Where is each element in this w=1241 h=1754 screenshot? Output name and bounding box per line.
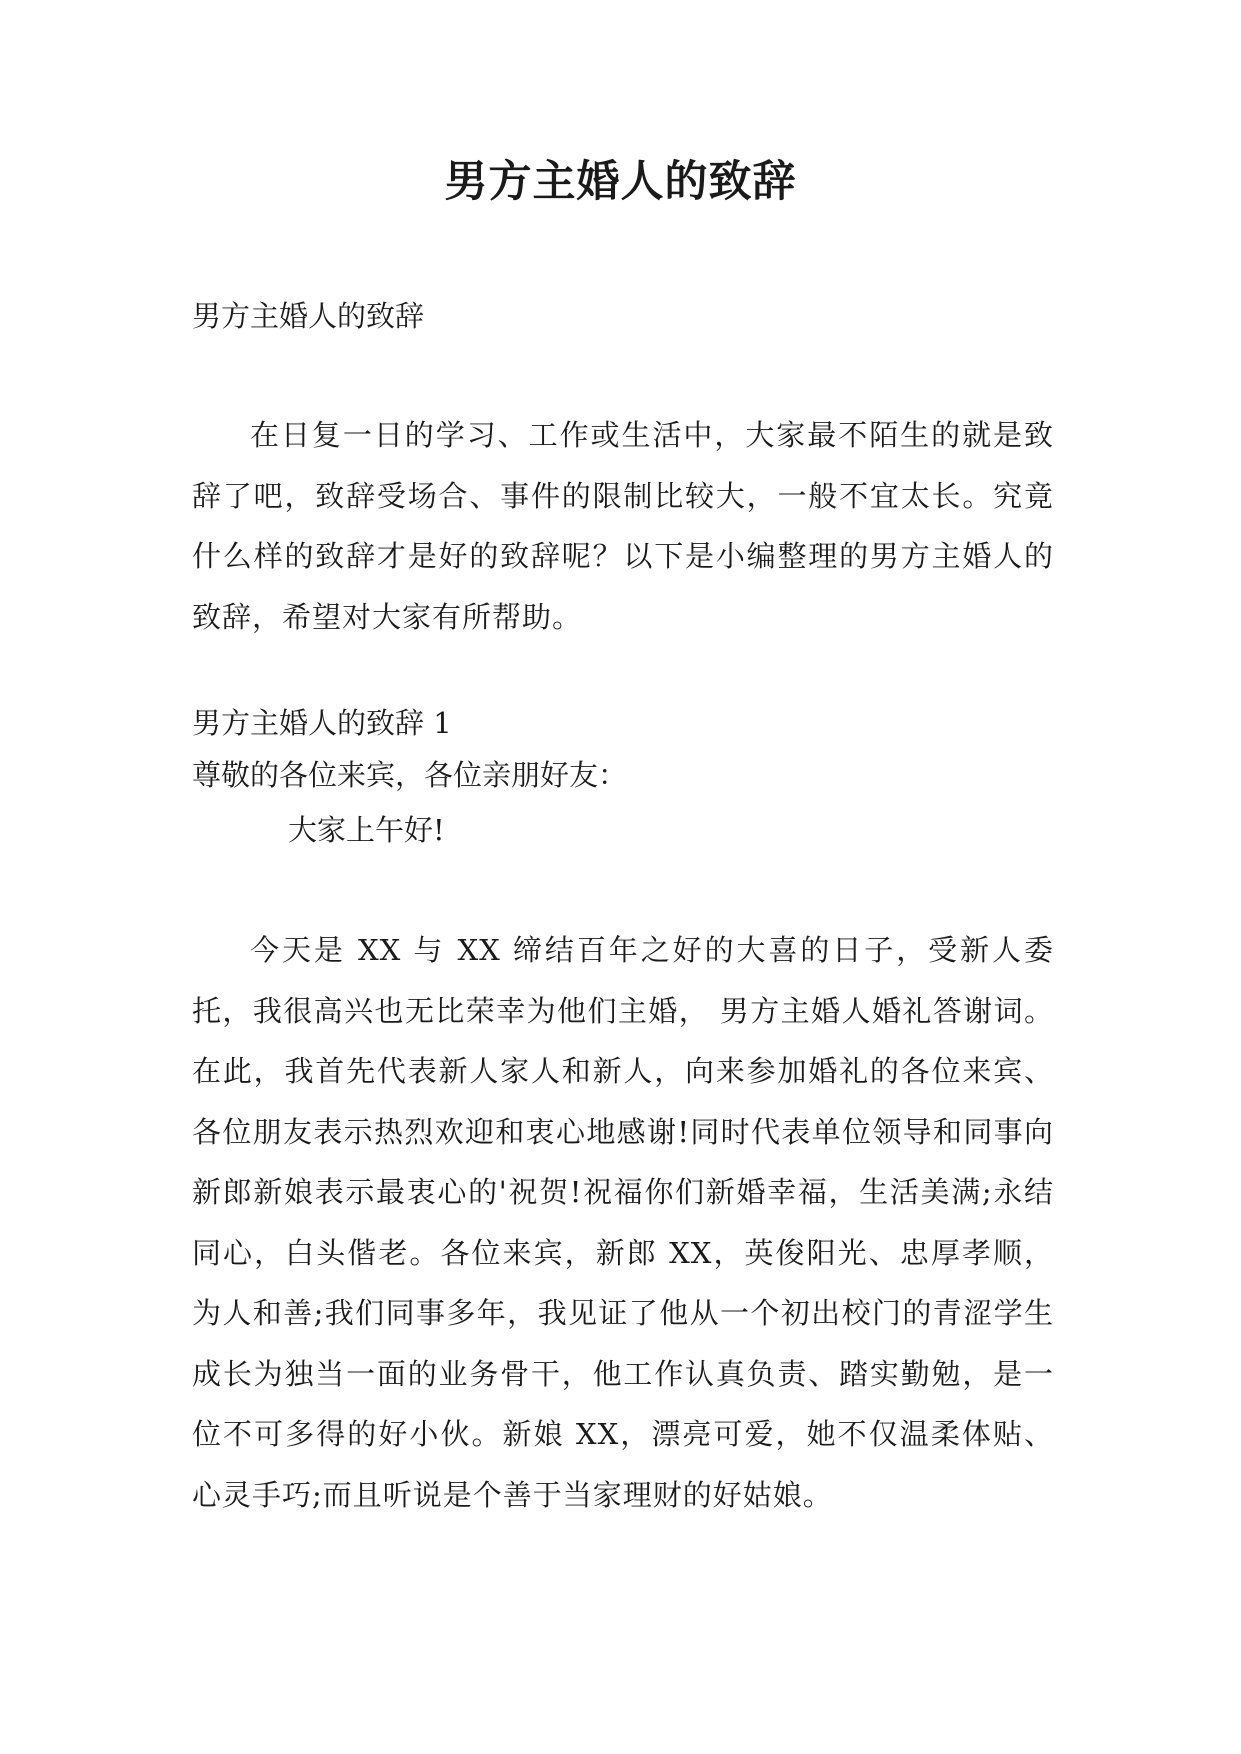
- greeting: 大家上午好!: [288, 813, 445, 847]
- document-subtitle: 男方主婚人的致辞: [192, 299, 425, 333]
- section-heading: 男方主婚人的致辞 1: [192, 706, 452, 740]
- intro-paragraph: 在日复一日的学习、工作或生活中，大家最不陌生的就是致辞了吧，致辞受场合、事件的限制比较大，一般不宜太长。究竟什么样的致辞才是好的致辞呢？以下是小编整理的男方主婚人的致辞，希望对大家有所帮助。: [192, 418, 1054, 634]
- salutation: 尊敬的各位来宾，各位亲朋好友：: [192, 758, 628, 792]
- body-paragraph: 今天是 XX 与 XX 缔结百年之好的大喜的日子，受新人委托，我很高兴也无比荣幸为他们主婚， 男方主婚人婚礼答谢词。在此，我首先代表新人家人和新人，向来参加婚礼的各位来宾、各位朋友表示热烈欢迎和衷心地感谢!同时代表单位领导和同事向新郎新娘表示最衷心的'祝贺!祝福你们新婚幸福，生活美满;永结同心，白头偕老。各位来宾，新郎 XX，英俊阳光、忠厚孝顺，为人和善;我们同事多年，我见证了他从一个初出校门的青涩学生成长为独当一面的业务骨干，他工作认真负责、踏实勤勉，是一位不可多得的好小伙。新娘 XX，漂亮可爱，她不仅温柔体贴、心灵手巧;而且听说是个善于当家理财的好姑娘。: [192, 933, 1054, 1512]
- document-title: 男方主婚人的致辞: [444, 157, 797, 207]
